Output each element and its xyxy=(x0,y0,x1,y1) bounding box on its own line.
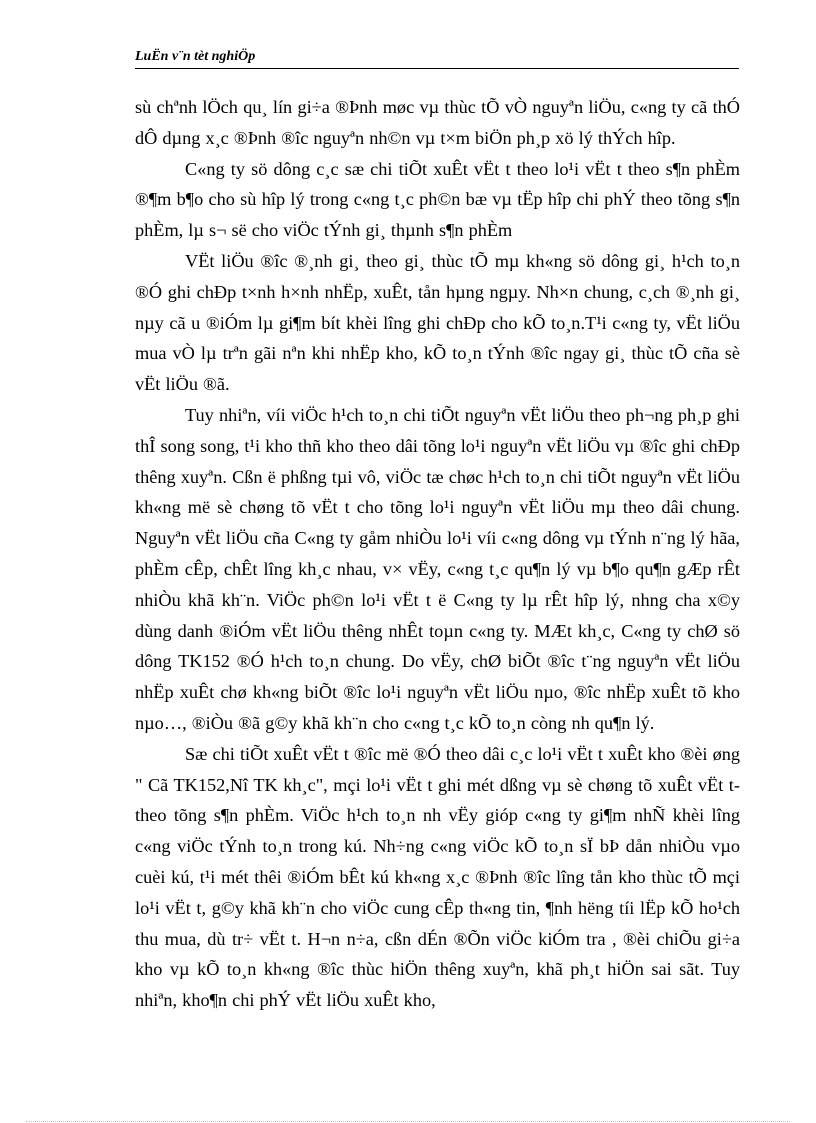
paragraph-5: Sæ chi tiÕt xuÊt vËt t ®îc më ®Ó theo dâi c¸c lo¹i vËt t xuÊt kho ®èi øng " Cã TK152,Nî TK kh¸c", mçi lo¹i vËt t ghi mét dßng vµ sè chøng tõ xuÊt vËt t theo tõng s¶n phÈm. ViÖc h¹ch to¸n nh vËy gióp c«ng ty gi¶m nhÑ khèi lîng c«ng viÖc tÝnh to¸n trong kú. Nh÷ng c«ng viÖc kÕ to¸n sÏ bÞ dån nhiÒu vµo cuèi kú, t¹i mét thêi ®iÓm bÊt kú kh«ng x¸c ®Þnh ®îc lîng tån kho thùc tÕ mçi lo¹i vËt t, g©y khã kh¨n cho viÖc cung cÊp th«ng tin, ¶nh hëng tíi lËp kÕ ho¹ch thu mua, dù tr÷ vËt t. H¬n n÷a, cßn dÉn ®Õn viÖc kiÓm tra , ®èi chiÕu gi÷a kho vµ kÕ to¸n kh«ng ®îc thùc hiÖn thêng xuyªn, khã ph¸t hiÖn sai sãt. Tuy nhiªn, kho¶n chi phÝ vËt liÖu xuÊt kho, xyxy=(135,743,740,1011)
page-header xyxy=(135,48,739,69)
page-bottom-rule xyxy=(26,1121,790,1122)
paragraph-3: VËt liÖu ®îc ®¸nh gi¸ theo gi¸ thùc tÕ mµ kh«ng sö dông gi¸ h¹ch to¸n ®Ó ghi chÐp t×nh h×nh nhËp, xuÊt, tån hµng ngµy. Nh×n chung, c¸ch ®¸nh gi¸ nµy cã u ®iÓm lµ gi¶m bít khèi lîng ghi chÐp cho kÕ to¸n.T¹i c«ng ty, vËt liÖu mua vÒ lµ trªn gãi nªn khi nhËp kho, kÕ to¸n tÝnh ®îc ngay gi¸ thùc tÕ cña sè vËt liÖu ®ã. xyxy=(135,250,740,395)
paragraph-4: Tuy nhiªn, víi viÖc h¹ch to¸n chi tiÕt nguyªn vËt liÖu theo ph¬ng ph¸p ghi thÎ song song, t¹i kho thñ kho theo dâi tõng lo¹i nguyªn vËt liÖu vµ ®îc ghi chÐp thêng xuyªn. Cßn ë phßng tµi vô, viÖc tæ chøc h¹ch to¸n chi tiÕt nguyªn vËt liÖu kh«ng më sè chøng tõ vËt t cho tõng lo¹i nguyªn vËt liÖu mµ theo dâi chung. Nguyªn vËt liÖu cña C«ng ty gåm nhiÒu lo¹i víi c«ng dông vµ tÝnh n¨ng lý hãa, phÈm cÊp, chÊt lîng kh¸c nhau, v× vËy, c«ng t¸c qu¶n lý vµ b¶o qu¶n gÆp rÊt nhiÒu khã kh¨n. ViÖc ph©n lo¹i vËt t ë C«ng ty lµ rÊt hîp lý, nhng cha x©y dùng danh ®iÓm vËt liÖu thêng nhÊt toµn c«ng ty. MÆt kh¸c, C«ng ty chØ sö dông TK152 ®Ó h¹ch to¸n chung. Do vËy, chØ biÕt ®îc t¨ng nguyªn vËt liÖu nhËp xuÊt chø kh«ng biÕt ®îc lo¹i nguyªn vËt liÖu nµo, ®îc nhËp xuÊt tõ kho nµo…, ®iÒu ®ã g©y khã kh¨n cho c«ng t¸c kÕ to¸n còng nh qu¶n lý. xyxy=(135,404,740,733)
page-body xyxy=(135,92,740,1016)
paragraph-2: C«ng ty sö dông c¸c sæ chi tiÕt xuÊt vËt t theo lo¹i vËt t theo s¶n phÈm ®¶m b¶o cho sù hîp lý trong c«ng t¸c ph©n bæ vµ tËp hîp chi phÝ theo tõng s¶n phÈm, lµ s¬ së cho viÖc tÝnh gi¸ thµnh s¶n phÈm xyxy=(135,158,740,241)
header-title: LuËn v¨n tèt nghiÖp xyxy=(135,49,256,64)
paragraph-1: sù chªnh lÖch qu¸ lín gi÷a ®Þnh møc vµ thùc tÕ vÒ nguyªn liÖu, c«ng ty cã thÓ dÔ dµng x¸c ®Þnh ®îc nguyªn nh©n vµ t×m biÖn ph¸p xö lý thÝch hîp. xyxy=(135,97,740,148)
